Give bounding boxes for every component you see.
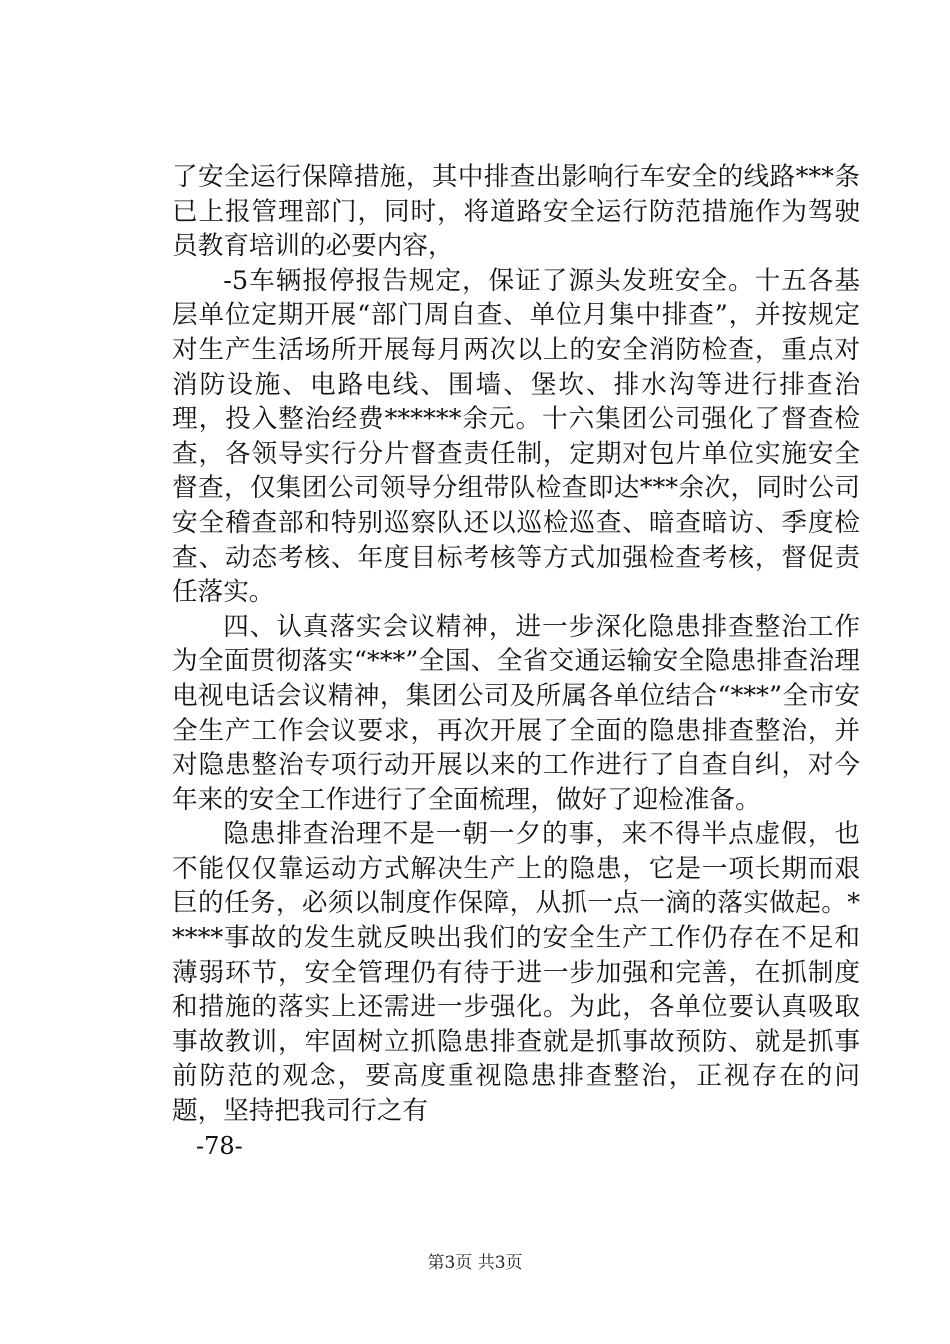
page-footer: 第3页 共3页: [427, 1253, 523, 1273]
paragraph-2: -5车辆报停报告规定，保证了源头发班安全。十五各基层单位定期开展“部门周自查、单位月集中排查”，并按规定对生产生活场所开展每月两次以上的安全消防检查，重点对消防设施、电路电线、围墙、堡坎、排水沟等进行排查治理，投入整治经费******余元。十六集团公司强化了督查检查，各领导实行分片督查责任制，定期对包片单位实施安全督查，仅集团公司领导分组带队检查即达***余次，同时公司安全稽查部和特别巡察队还以巡检巡查、暗查暗访、季度检查、动态考核、年度目标考核等方式加强检查考核，督促责任落实。: [172, 265, 860, 608]
document-body: [172, 160, 860, 1163]
paragraph-1: 了安全运行保障措施，其中排查出影响行车安全的线路***条已上报管理部门，同时，将道路安全运行防范措施作为驾驶员教育培训的必要内容，: [172, 162, 860, 262]
paragraph-4: 隐患排查治理不是一朝一夕的事，来不得半点虚假，也不能仅仅靠运动方式解决生产上的隐患，它是一项长期而艰巨的任务，必须以制度作保障，从抓一点一滴的落实做起。*****事故的发生就反映出我们的安全生产工作仍存在不足和薄弱环节，安全管理仍有待于进一步加强和完善，在抓制度和措施的落实上还需进一步强化。为此，各单位要认真吸取事故教训，牢固树立抓隐患排查就是抓事故预防、就是抓事前防范的观念，要高度重视隐患排查整治，正视存在的问题，坚持把我司行之有: [172, 819, 860, 1127]
paragraph-3: 四、认真落实会议精神，进一步深化隐患排查整治工作为全面贯彻落实“***”全国、全省交通运输安全隐患排查治理电视电话会议精神，集团公司及所属各单位结合“***”全市安全生产工作会议要求，再次开展了全面的隐患排查整治，并对隐患整治专项行动开展以来的工作进行了自查自纠，对今年来的安全工作进行了全面梳理，做好了迎检准备。: [172, 611, 860, 815]
inline-page-number: -78-: [196, 1131, 243, 1160]
